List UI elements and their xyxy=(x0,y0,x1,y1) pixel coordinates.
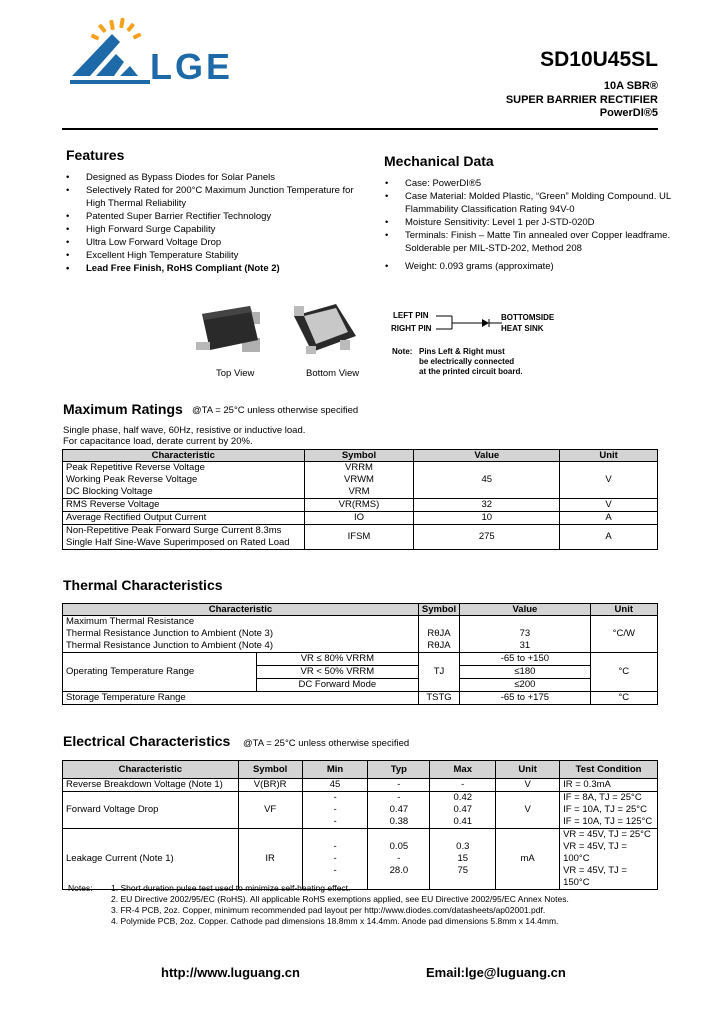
header-cell: Unit xyxy=(560,450,658,462)
characteristic-cell: Storage Temperature Range xyxy=(63,692,419,705)
cell-line: RθJA xyxy=(427,628,451,639)
table-row xyxy=(63,692,658,705)
thermal-table xyxy=(62,603,658,705)
cell-line: 75 xyxy=(457,865,469,876)
notes-label: Notes: xyxy=(68,883,93,893)
unit-cell: V xyxy=(496,792,560,829)
table-row xyxy=(63,653,658,666)
table-row xyxy=(63,792,658,829)
subtitle-package: PowerDI®5 xyxy=(599,107,658,119)
note-item: 2. EU Directive 2002/95/EC (RoHS). All applicable RoHS exemptions applied, see EU Directive 2002/95/EC Annex Notes. xyxy=(111,894,569,904)
unit-cell: mA xyxy=(496,829,560,890)
header-cell: Characteristic xyxy=(63,604,419,616)
cell-line: 0.47 xyxy=(453,804,473,815)
package-note-line: be electrically connected xyxy=(419,357,515,366)
list-item: • Terminals: Finish – Matte Tin annealed over Copper leadframe. Solderable per MIL-STD-202, Method 208 xyxy=(383,229,681,255)
symbol-cell xyxy=(418,616,459,653)
unit-cell: V xyxy=(560,462,658,499)
characteristic-cell: Average Rectified Output Current xyxy=(63,512,305,525)
package-note-line: at the printed circuit board. xyxy=(419,367,523,376)
max-ratings-condition: @TA = 25°C unless otherwise specified xyxy=(192,405,359,416)
typ-cell: - xyxy=(368,779,430,792)
cell-line: VRM xyxy=(348,486,370,497)
unit-cell: °C xyxy=(590,653,657,692)
header-cell: Min xyxy=(302,761,368,779)
cell-line: - xyxy=(397,792,401,803)
table-row xyxy=(63,829,658,890)
cell-line: Peak Repetitive Reverse Voltage xyxy=(66,462,205,473)
cell-line: VRRM xyxy=(345,462,373,473)
typ-cell xyxy=(368,792,430,829)
list-item: • Designed as Bypass Diodes for Solar Panels xyxy=(64,171,364,184)
cell-line: 0.47 xyxy=(389,804,409,815)
header-cell: Characteristic xyxy=(63,450,305,462)
symbol-cell: TSTG xyxy=(418,692,459,705)
condition-cell: DC Forward Mode xyxy=(256,679,418,692)
max-cell xyxy=(430,792,496,829)
list-item: • High Forward Surge Capability xyxy=(64,223,364,236)
symbol-cell: TJ xyxy=(418,653,459,692)
header-cell: Unit xyxy=(590,604,657,616)
cell-line: - xyxy=(333,841,337,852)
cell-line: DC Blocking Voltage xyxy=(66,486,153,497)
header-cell: Symbol xyxy=(238,761,302,779)
features-title: Features xyxy=(66,147,125,163)
cell-line: 0.3 xyxy=(456,841,470,852)
characteristic-cell: Forward Voltage Drop xyxy=(63,792,239,829)
symbol-cell: IR xyxy=(238,829,302,890)
thermal-title: Thermal Characteristics xyxy=(63,577,223,593)
features-list xyxy=(64,171,364,275)
table-header-row xyxy=(63,761,658,779)
condition-cell: VR ≤ 80% VRRM xyxy=(256,653,418,666)
cell-line: 15 xyxy=(457,853,469,864)
cell-line: 31 xyxy=(519,640,531,651)
value-cell: ≤180 xyxy=(460,666,590,679)
cell-line: VR = 45V, TJ = 150°C xyxy=(563,865,627,888)
part-number: SD10U45SL xyxy=(540,48,658,71)
header-cell: Symbol xyxy=(304,450,414,462)
mechanical-title: Mechanical Data xyxy=(384,153,494,169)
cell-line: 0.42 xyxy=(453,792,473,803)
table-row xyxy=(63,525,658,550)
list-item: • Moisture Sensitivity: Level 1 per J-STD-020D xyxy=(383,216,681,229)
bottomside-label: BOTTOMSIDE xyxy=(501,313,555,322)
symbol-cell: VF xyxy=(238,792,302,829)
schematic-diode-icon xyxy=(434,312,504,336)
condition-cell: IR = 0.3mA xyxy=(560,779,658,792)
cell-line: 0.41 xyxy=(453,816,473,827)
note-item: 1. Short duration pulse test used to minimize self-heating effect. xyxy=(111,883,351,893)
min-cell xyxy=(302,792,368,829)
table-row xyxy=(63,779,658,792)
value-cell: -65 to +150 xyxy=(460,653,590,666)
table-header-row xyxy=(63,450,658,462)
triangle-logo-icon xyxy=(70,34,150,84)
value-cell: 32 xyxy=(414,499,560,512)
cell-line: 28.0 xyxy=(389,865,409,876)
cell-line: 73 xyxy=(519,628,531,639)
cell-line: - xyxy=(333,865,337,876)
header-cell: Value xyxy=(460,604,590,616)
list-item: • Excellent High Temperature Stability xyxy=(64,249,364,262)
cell-line: - xyxy=(333,816,337,827)
brand-name: LGE xyxy=(150,46,234,87)
max-ratings-intro-2: For capacitance load, derate current by 20%. xyxy=(63,436,253,447)
package-note-line: Pins Left & Right must xyxy=(419,347,505,356)
symbol-cell: V(BR)R xyxy=(238,779,302,792)
characteristic-cell xyxy=(63,616,419,653)
subtitle-type: SUPER BARRIER RECTIFIER xyxy=(505,94,658,106)
characteristic-cell xyxy=(63,525,305,550)
bottom-view-label: Bottom View xyxy=(306,368,360,379)
condition-cell xyxy=(560,829,658,890)
unit-cell: V xyxy=(496,779,560,792)
cell-line: VR = 45V, TJ = 100°C xyxy=(563,841,627,864)
subtitle-rating: 10A SBR® xyxy=(603,80,658,92)
cell-line: Single Half Sine-Wave Superimposed on Rated Load xyxy=(66,537,290,548)
package-top-view-image xyxy=(192,302,274,360)
table-header-row xyxy=(63,604,658,616)
right-pin-label: RIGHT PIN xyxy=(391,324,432,333)
value-cell: -65 to +175 xyxy=(460,692,590,705)
unit-cell: °C/W xyxy=(590,616,657,653)
sun-rays-icon xyxy=(91,18,142,41)
package-note xyxy=(419,347,523,377)
cell-line: IF = 8A, TJ = 25°C xyxy=(563,792,642,803)
footer-email[interactable]: Email:lge@luguang.cn xyxy=(426,965,566,980)
header-divider xyxy=(62,128,658,130)
condition-cell: VR < 50% VRRM xyxy=(256,666,418,679)
cell-line: Thermal Resistance Junction to Ambient (Note 4) xyxy=(66,640,273,651)
notes-list xyxy=(111,883,671,927)
max-cell: - xyxy=(430,779,496,792)
note-item: 4. Polymide PCB, 2oz. Copper. Cathode pad dimensions 18.8mm x 14.4mm. Anode pad dimensions 5.8mm x 14.4mm. xyxy=(111,916,559,926)
footer-url[interactable]: http://www.luguang.cn xyxy=(161,965,300,980)
unit-cell: A xyxy=(560,525,658,550)
max-cell xyxy=(430,829,496,890)
header-cell: Value xyxy=(414,450,560,462)
max-ratings-table xyxy=(62,449,658,550)
value-cell: 10 xyxy=(414,512,560,525)
cell-line: - xyxy=(397,853,401,864)
header-cell: Max xyxy=(430,761,496,779)
cell-line: 0.38 xyxy=(389,816,409,827)
list-item: • Case: PowerDI®5 xyxy=(383,177,681,190)
cell-line: VRWM xyxy=(344,474,374,485)
cell-line: VR = 45V, TJ = 25°C xyxy=(563,829,651,840)
table-row xyxy=(63,616,658,653)
characteristic-cell: Operating Temperature Range xyxy=(63,653,257,692)
unit-cell: V xyxy=(560,499,658,512)
characteristic-cell: Leakage Current (Note 1) xyxy=(63,829,239,890)
list-item: • Case Material: Molded Plastic, “Green” Molding Compound. UL Flammability Classification Rating 94V-0 xyxy=(383,190,681,216)
list-item: • Patented Super Barrier Rectifier Technology xyxy=(64,210,364,223)
cell-line: Thermal Resistance Junction to Ambient (Note 3) xyxy=(66,628,273,639)
value-cell: 45 xyxy=(414,462,560,499)
min-cell: 45 xyxy=(302,779,368,792)
cell-line: Working Peak Reverse Voltage xyxy=(66,474,198,485)
electrical-title: Electrical Characteristics xyxy=(63,733,231,749)
electrical-table xyxy=(62,760,658,890)
cell-line: - xyxy=(333,804,337,815)
cell-line: Maximum Thermal Resistance xyxy=(66,616,195,627)
package-bottom-view-image xyxy=(286,300,366,360)
cell-line: - xyxy=(333,853,337,864)
header-cell: Typ xyxy=(368,761,430,779)
min-cell xyxy=(302,829,368,890)
cell-line: IF = 10A, TJ = 125°C xyxy=(563,816,653,827)
cell-line: Non-Repetitive Peak Forward Surge Current 8.3ms xyxy=(66,525,282,536)
value-cell: ≤200 xyxy=(460,679,590,692)
header-cell: Characteristic xyxy=(63,761,239,779)
cell-line: IF = 10A, TJ = 25°C xyxy=(563,804,647,815)
symbol-cell: VR(RMS) xyxy=(304,499,414,512)
characteristic-cell: Reverse Breakdown Voltage (Note 1) xyxy=(63,779,239,792)
cell-line: - xyxy=(333,792,337,803)
max-ratings-intro-1: Single phase, half wave, 60Hz, resistive or inductive load. xyxy=(63,425,306,436)
header-cell: Unit xyxy=(496,761,560,779)
left-pin-label: LEFT PIN xyxy=(393,311,429,320)
unit-cell: A xyxy=(560,512,658,525)
list-item: • Weight: 0.093 grams (approximate) xyxy=(383,260,681,273)
typ-cell xyxy=(368,829,430,890)
characteristic-cell xyxy=(63,462,305,499)
list-item: • Ultra Low Forward Voltage Drop xyxy=(64,236,364,249)
value-cell: 275 xyxy=(414,525,560,550)
characteristic-cell: RMS Reverse Voltage xyxy=(63,499,305,512)
top-view-label: Top View xyxy=(216,368,255,379)
table-row xyxy=(63,512,658,525)
header-cell: Symbol xyxy=(418,604,459,616)
table-row xyxy=(63,462,658,499)
symbol-cell: IFSM xyxy=(304,525,414,550)
heat-sink-label: HEAT SINK xyxy=(501,324,544,333)
symbol-cell xyxy=(304,462,414,499)
unit-cell: °C xyxy=(590,692,657,705)
note-item: 3. FR-4 PCB, 2oz. Copper, minimum recommended pad layout per http://www.diodes.com/datasheets/ap02001.pdf. xyxy=(111,905,546,915)
package-note-label: Note: xyxy=(392,347,413,356)
cell-line: RθJA xyxy=(427,640,451,651)
max-ratings-title: Maximum Ratings xyxy=(63,401,183,417)
mechanical-list xyxy=(383,177,681,273)
value-cell xyxy=(460,616,590,653)
symbol-cell: IO xyxy=(304,512,414,525)
condition-cell xyxy=(560,792,658,829)
list-item: • Selectively Rated for 200°C Maximum Junction Temperature for High Thermal Reliability xyxy=(64,184,364,210)
list-item: • Lead Free Finish, RoHS Compliant (Note 2) xyxy=(64,262,364,275)
header-cell: Test Condition xyxy=(560,761,658,779)
electrical-condition: @TA = 25°C unless otherwise specified xyxy=(243,738,410,749)
table-row xyxy=(63,499,658,512)
cell-line: 0.05 xyxy=(389,841,409,852)
